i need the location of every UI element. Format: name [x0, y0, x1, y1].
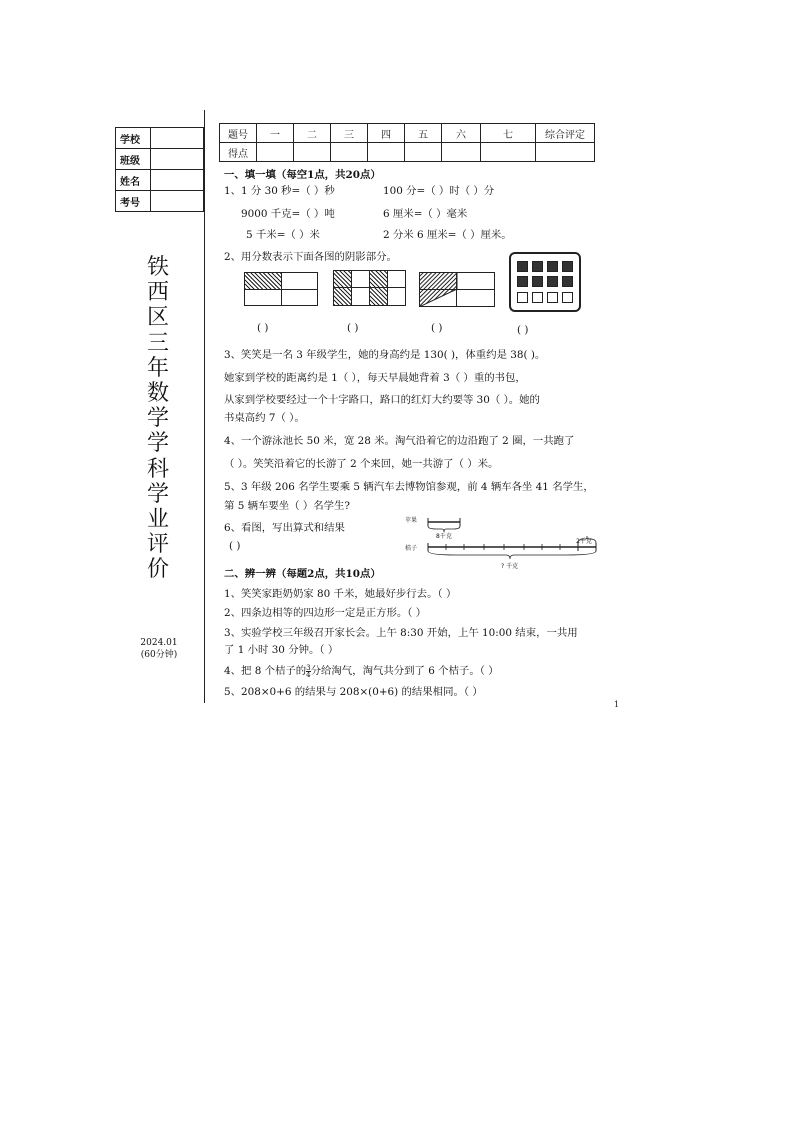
s2-item-2: 2、四条边相等的四边形一定是正方形。（ ） [224, 607, 427, 619]
q6-text: 6、看图，写出算式和结果 [224, 522, 345, 534]
fraction-figure-2 [333, 270, 406, 306]
exam-date-block [128, 637, 190, 661]
fraction-figure-1 [244, 272, 318, 306]
score-cell[interactable] [481, 143, 536, 162]
orange-amount: ? 千克 [501, 563, 519, 570]
q2-blank-4[interactable]: ( ) [517, 324, 529, 336]
score-header-cell: 综合评定 [536, 124, 595, 143]
score-cell[interactable] [294, 143, 331, 162]
cell [281, 272, 318, 290]
s2-item-5: 5、208×0+6 的结果与 208×(0+6) 的结果相同。（ ） [224, 686, 483, 698]
shaded-cell [244, 272, 282, 290]
q1-e: 5 千米=（ ）米 [246, 229, 320, 241]
school-label: 学校 [116, 128, 151, 149]
q6-blank[interactable]: ( ) [229, 540, 241, 552]
score-header-cell: 四 [368, 124, 405, 143]
q2-text: 2、用分数表示下面各图的阴影部分。 [224, 251, 397, 263]
q2-blank-2[interactable]: ( ) [347, 322, 359, 334]
score-cell[interactable] [368, 143, 405, 162]
q1-a: 1、1 分 30 秒=（ ）秒 [224, 185, 335, 197]
score-header-cell: 二 [294, 124, 331, 143]
score-header-cell: 一 [257, 124, 294, 143]
score-header-cell: 三 [331, 124, 368, 143]
diagonal-shading [419, 272, 495, 307]
fraction-three-quarters: $\frac{3}{4}$ [306, 663, 311, 679]
q1-c: 9000 千克=（ ）吨 [241, 208, 335, 220]
apple-label: 苹果 [405, 517, 418, 524]
score-cell[interactable] [257, 143, 294, 162]
section1-title: 一、填一填（每空1点，共20点） [224, 169, 381, 181]
score-table [219, 123, 595, 162]
s2-item-3b: 了 1 小时 30 分钟。（ ） [224, 644, 339, 656]
score-cell[interactable] [442, 143, 481, 162]
cell [244, 289, 282, 306]
q2-blank-3[interactable]: ( ) [431, 322, 443, 334]
s2-item-3a: 3、实验学校三年级召开家长会。上午 8:30 开始，上午 10:00 结束，一共用 [224, 627, 578, 639]
class-field[interactable] [151, 149, 204, 170]
s2-item-4-post: 分给淘气，淘气共分到了 6 个桔子。（ ） [310, 665, 499, 677]
class-label: 班级 [116, 149, 151, 170]
q3-line-2: 她家到学校的距离约是 1（ ），每天早晨她背着 3（ ）重的书包， [224, 372, 526, 384]
orange-label: 桔子 [405, 545, 418, 552]
score-cell[interactable] [405, 143, 442, 162]
q1-d: 6 厘米=（ ）毫米 [383, 208, 468, 220]
s2-item-4 [224, 662, 499, 678]
score-header-cell: 六 [442, 124, 481, 143]
vertical-title: 铁 西 区 三 年 数 学 学 科 学 业 评 价 [146, 255, 169, 583]
exam-date: 2024.01 [140, 638, 178, 648]
q1-b: 100 分=（ ）时（ ）分 [383, 185, 495, 197]
page-mark: 1 [614, 700, 620, 709]
score-header-cell: 七 [481, 124, 536, 143]
score-header-cell: 题号 [220, 124, 257, 143]
name-label: 姓名 [116, 170, 151, 191]
score-cell[interactable] [536, 143, 595, 162]
q2-blank-1[interactable]: ( ) [257, 322, 269, 334]
q1-f: 2 分米 6 厘米=（ ）厘米。 [383, 229, 512, 241]
score-cell[interactable] [331, 143, 368, 162]
name-field[interactable] [151, 170, 204, 191]
q3-line-3: 从家到学校要经过一个十字路口，路口的红灯大约要等 30（ ）。她的 [224, 394, 540, 406]
school-field[interactable] [151, 128, 204, 149]
exam-duration: (60分钟) [140, 650, 178, 660]
fraction-figure-4 [509, 252, 581, 312]
section2-title: 二、辨一辨（每题2点，共10点） [224, 568, 381, 580]
q4-line-1: 4、一个游泳池长 50 米，宽 28 米。淘气沿着它的边沿跑了 2 圈，一共跑了 [224, 435, 575, 447]
fraction-figure-3 [419, 272, 495, 307]
score-header-cell: 五 [405, 124, 442, 143]
s2-item-1: 1、笑笑家距奶奶家 80 千米，她最好步行去。（ ） [224, 588, 457, 600]
q5-line-1: 5、3 年级 206 名学生要乘 5 辆汽车去博物馆参观，前 4 辆车各坐 41 名学生， [224, 481, 594, 493]
exam-number-label: 考号 [116, 191, 151, 212]
student-info-table [115, 127, 204, 212]
score-row-label: 得点 [220, 143, 257, 162]
q4-line-2: （ ）。笑笑沿着它的长游了 2 个来回，她一共游了（ ）米。 [224, 458, 499, 470]
q3-line-1: 3、笑笑是一名 3 年级学生，她的身高约是 130( )，体重约是 38( )。 [224, 349, 546, 361]
q3-line-4: 书桌高约 7（ ）。 [224, 412, 305, 424]
exam-number-field[interactable] [151, 191, 204, 212]
s2-item-4-pre: 4、把 8 个桔子的 [224, 665, 307, 677]
cell [281, 289, 318, 306]
binding-line [204, 110, 205, 703]
orange-extra: 2千克 [576, 538, 592, 545]
apple-amount: 8千克 [436, 533, 452, 540]
q5-line-2: 第 5 辆车要坐（ ）名学生? [224, 500, 350, 512]
